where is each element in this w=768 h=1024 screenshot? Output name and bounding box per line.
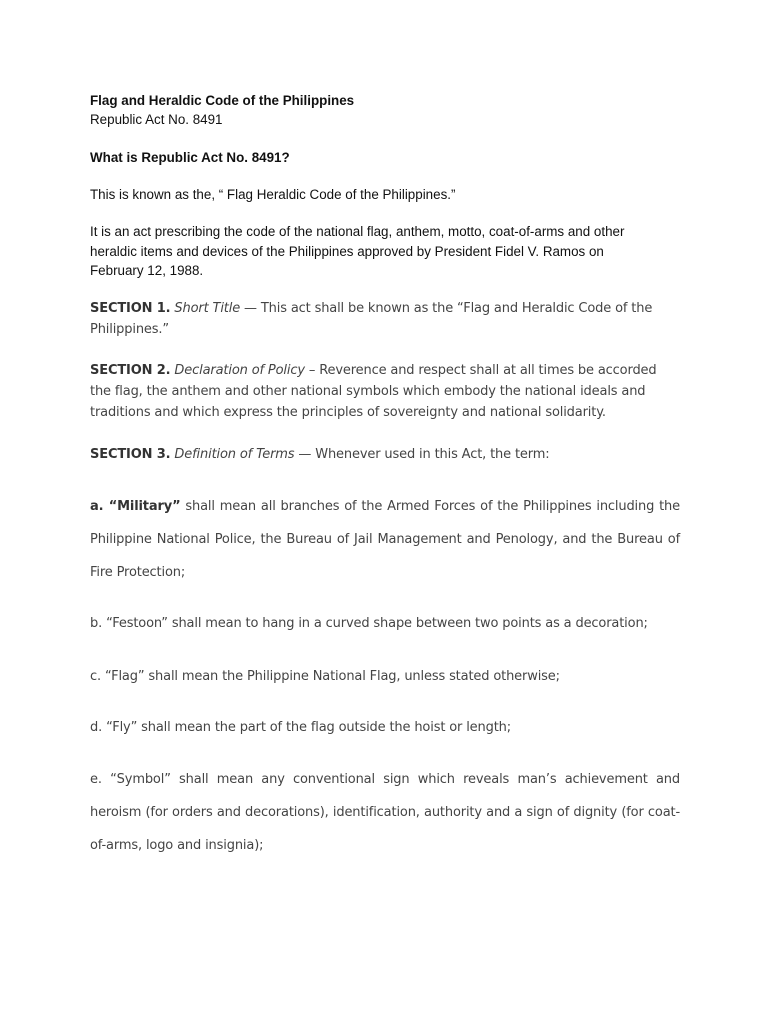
section-text: — This act shall be known as the “Flag and Heraldic Code of the Philippines.” bbox=[90, 301, 653, 337]
question-heading: What is Republic Act No. 8491? bbox=[90, 150, 290, 165]
section-3 bbox=[90, 444, 680, 465]
section-heading: Declaration of Policy bbox=[174, 363, 305, 378]
section-heading: Definition of Terms bbox=[174, 447, 295, 462]
definition-military bbox=[90, 491, 680, 589]
definition-text: shall mean all branches of the Armed Forces of the Philippines including the Philippine National Police, the Bureau of Jail Management and Penology, and the Bureau of Fire Protection; bbox=[90, 499, 680, 580]
definition-term: a. “Military” bbox=[90, 499, 181, 514]
definition-fly: d. “Fly” shall mean the part of the flag outside the hoist or length; bbox=[90, 720, 511, 735]
document-title: Flag and Heraldic Code of the Philippines bbox=[90, 93, 355, 108]
definition-symbol: e. “Symbol” shall mean any conventional sign which reveals man’s achievement and heroism (for orders and decorations), identification, authority and a sign of dignity (for coat-of-arms, logo and insignia); bbox=[90, 772, 680, 853]
section-text: – Reverence and respect shall at all times be accorded the flag, the anthem and other national symbols which embody the national ideals and traditions and which express the principles of sovereignty and national solidarity. bbox=[90, 363, 657, 420]
definition-flag: c. “Flag” shall mean the Philippine National Flag, unless stated otherwise; bbox=[90, 669, 560, 684]
section-heading: Short Title bbox=[174, 301, 241, 316]
document-subtitle: Republic Act No. 8491 bbox=[90, 112, 223, 127]
section-label: SECTION 1. bbox=[90, 301, 171, 316]
intro-paragraph-1: This is known as the, “ Flag Heraldic Code of the Philippines.” bbox=[90, 187, 456, 202]
intro-paragraph-2: It is an act prescribing the code of the national flag, anthem, motto, coat-of-arms and other heraldic items and devices of the Philippines approved by President Fidel V. Ramos on February 12, 1988. bbox=[90, 224, 625, 278]
definition-festoon: b. “Festoon” shall mean to hang in a curved shape between two points as a decoration; bbox=[90, 616, 648, 631]
section-label: SECTION 2. bbox=[90, 363, 171, 378]
section-2 bbox=[90, 360, 680, 423]
section-1 bbox=[90, 298, 680, 340]
section-text: — Whenever used in this Act, the term: bbox=[298, 447, 550, 462]
section-label: SECTION 3. bbox=[90, 447, 171, 462]
